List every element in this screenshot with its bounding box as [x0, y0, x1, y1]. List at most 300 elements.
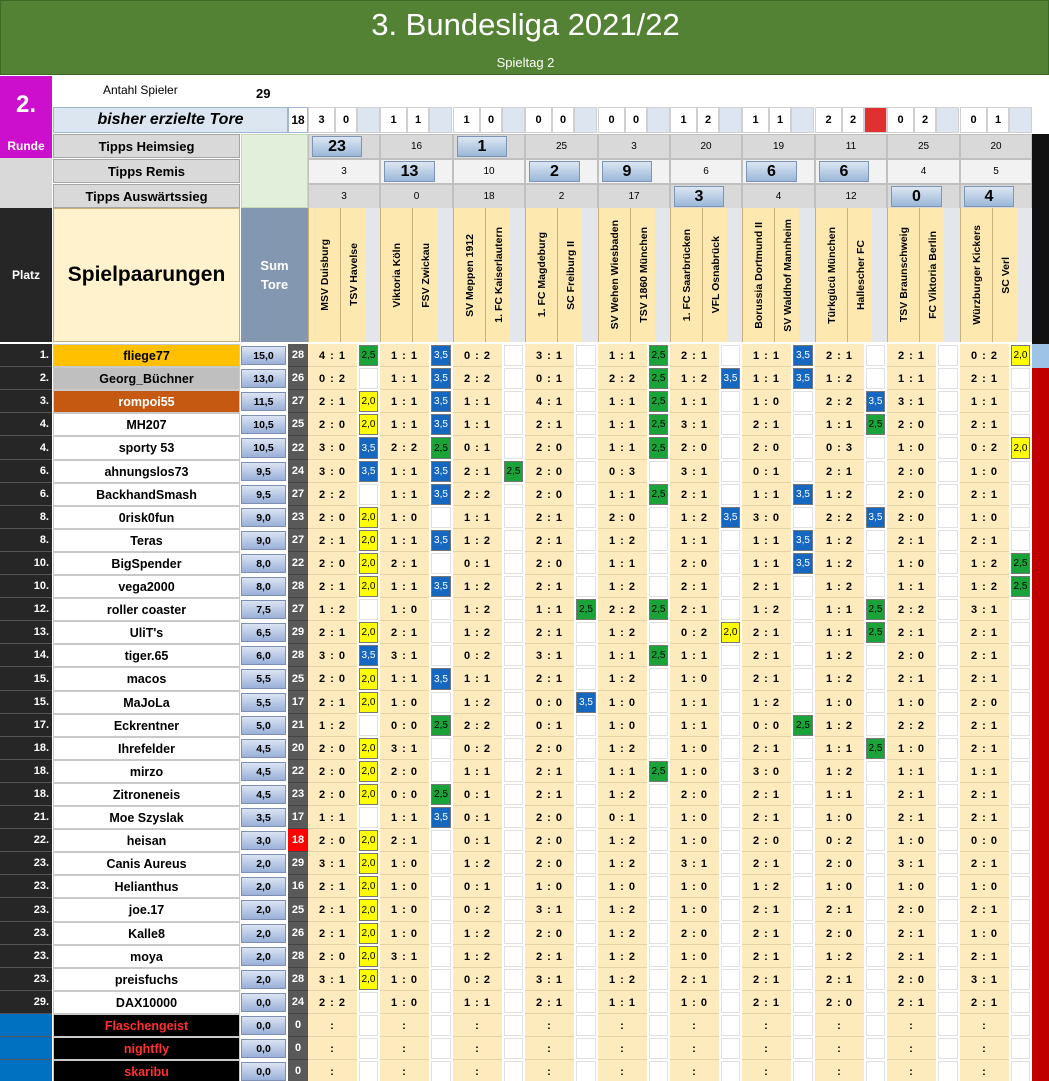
- tip-cell[interactable]: 3 : 1: [680, 418, 708, 431]
- tip-cell[interactable]: 1 : 0: [390, 973, 418, 986]
- tip-cell[interactable]: 0 : 0: [390, 719, 418, 732]
- player-name[interactable]: Georg_Büchner: [53, 367, 240, 390]
- tip-cell[interactable]: 1 : 1: [390, 673, 418, 685]
- tip-cell[interactable]: 2 : 1: [680, 488, 708, 501]
- tip-cell[interactable]: 2 : 1: [825, 973, 853, 986]
- tip-cell[interactable]: 2 : 1: [752, 996, 780, 1009]
- tip-cell[interactable]: 2 : 1: [535, 511, 563, 524]
- tip-cell[interactable]: 2 : 2: [897, 603, 925, 616]
- tip-cell[interactable]: 2 : 1: [318, 626, 346, 639]
- player-name[interactable]: UliT's: [53, 621, 240, 644]
- tip-cell[interactable]: 2 : 1: [752, 811, 780, 824]
- tip-cell[interactable]: 2 : 1: [897, 996, 925, 1009]
- tip-cell[interactable]: 1 : 2: [970, 580, 998, 593]
- tip-cell[interactable]: 2 : 0: [535, 442, 563, 454]
- tip-cell[interactable]: 2 : 1: [390, 626, 418, 639]
- player-name[interactable]: vega2000: [53, 575, 240, 598]
- tip-cell[interactable]: :: [909, 1019, 914, 1032]
- tip-cell[interactable]: 2 : 0: [608, 511, 636, 524]
- tip-cell[interactable]: 1 : 2: [608, 788, 636, 801]
- tip-cell[interactable]: 4 : 1: [535, 395, 563, 408]
- tip-cell[interactable]: 2 : 0: [752, 442, 780, 454]
- tip-cell[interactable]: 1 : 2: [680, 372, 708, 385]
- tip-cell[interactable]: 0 : 2: [825, 834, 853, 847]
- tip-cell[interactable]: 2 : 1: [752, 626, 780, 639]
- tip-cell[interactable]: 3 : 1: [318, 857, 346, 870]
- tip-cell[interactable]: 1 : 0: [897, 696, 925, 709]
- tip-cell[interactable]: 1 : 1: [535, 603, 563, 616]
- tip-cell[interactable]: 2 : 2: [463, 372, 491, 385]
- tip-cell[interactable]: 2 : 0: [825, 857, 853, 870]
- tip-cell[interactable]: 2 : 1: [970, 626, 998, 639]
- tip-cell[interactable]: :: [837, 1065, 842, 1078]
- tip-cell[interactable]: 2 : 1: [752, 742, 780, 755]
- tip-cell[interactable]: 1 : 1: [318, 811, 346, 824]
- tip-cell[interactable]: 2 : 1: [825, 904, 853, 916]
- tip-cell[interactable]: 1 : 1: [897, 372, 925, 385]
- tip-cell[interactable]: 3 : 1: [970, 603, 998, 616]
- tip-cell[interactable]: 1 : 1: [897, 765, 925, 778]
- tip-cell[interactable]: 0 : 1: [463, 834, 491, 847]
- tip-cell[interactable]: 1 : 1: [680, 395, 708, 408]
- tip-cell[interactable]: 2 : 1: [680, 349, 708, 362]
- tip-cell[interactable]: 1 : 2: [608, 973, 636, 986]
- tip-cell[interactable]: :: [982, 1042, 987, 1055]
- tip-cell[interactable]: 1 : 1: [680, 719, 708, 732]
- tip-cell[interactable]: 1 : 2: [608, 580, 636, 593]
- tip-cell[interactable]: 3 : 1: [680, 465, 708, 478]
- tip-cell[interactable]: 2 : 1: [318, 927, 346, 940]
- tip-cell[interactable]: 2 : 1: [535, 580, 563, 593]
- player-name[interactable]: MaJoLa: [53, 691, 240, 714]
- tip-cell[interactable]: 2 : 0: [535, 488, 563, 501]
- tip-cell[interactable]: 2 : 1: [897, 811, 925, 824]
- player-name[interactable]: joe.17: [53, 898, 240, 922]
- tip-cell[interactable]: 3 : 1: [535, 904, 563, 916]
- tip-cell[interactable]: 1 : 0: [897, 742, 925, 755]
- tip-cell[interactable]: 3 : 1: [390, 742, 418, 755]
- tip-cell[interactable]: 0 : 1: [463, 557, 491, 570]
- tip-cell[interactable]: 1 : 1: [463, 395, 491, 408]
- tip-cell[interactable]: 2 : 0: [535, 927, 563, 940]
- player-name[interactable]: Flaschengeist: [53, 1014, 240, 1037]
- player-name[interactable]: fliege77: [53, 344, 240, 367]
- tip-cell[interactable]: 1 : 1: [390, 349, 418, 362]
- tip-cell[interactable]: 0 : 2: [463, 349, 491, 362]
- tip-cell[interactable]: 1 : 0: [897, 557, 925, 570]
- tip-cell[interactable]: 1 : 2: [608, 927, 636, 940]
- tip-cell[interactable]: 2 : 0: [680, 788, 708, 801]
- tip-cell[interactable]: 2 : 1: [318, 580, 346, 593]
- tip-cell[interactable]: 2 : 1: [970, 996, 998, 1009]
- tip-cell[interactable]: 2 : 1: [970, 418, 998, 431]
- tip-cell[interactable]: 1 : 2: [825, 372, 853, 385]
- tip-cell[interactable]: 1 : 0: [825, 880, 853, 893]
- tip-cell[interactable]: 2 : 0: [318, 950, 346, 963]
- player-name[interactable]: Teras: [53, 529, 240, 552]
- player-name[interactable]: Eckrentner: [53, 714, 240, 737]
- tip-cell[interactable]: 2 : 0: [897, 973, 925, 986]
- tip-cell[interactable]: 0 : 3: [608, 465, 636, 478]
- tip-cell[interactable]: 2 : 2: [825, 511, 853, 524]
- tip-cell[interactable]: 1 : 2: [970, 557, 998, 570]
- tip-cell[interactable]: 1 : 2: [463, 603, 491, 616]
- tip-cell[interactable]: 1 : 1: [463, 765, 491, 778]
- tip-cell[interactable]: 3 : 0: [318, 442, 346, 454]
- tip-cell[interactable]: 0 : 0: [970, 834, 998, 847]
- tip-cell[interactable]: :: [982, 1019, 987, 1032]
- tip-cell[interactable]: 2 : 1: [825, 465, 853, 478]
- tip-cell[interactable]: 3 : 1: [897, 857, 925, 870]
- tip-cell[interactable]: 1 : 2: [608, 950, 636, 963]
- tip-cell[interactable]: 2 : 0: [318, 742, 346, 755]
- tip-cell[interactable]: 2 : 0: [680, 927, 708, 940]
- tip-cell[interactable]: :: [402, 1019, 407, 1032]
- tip-cell[interactable]: 2 : 0: [897, 904, 925, 916]
- tip-cell[interactable]: 2 : 1: [970, 488, 998, 501]
- player-name[interactable]: sporty 53: [53, 436, 240, 460]
- tip-cell[interactable]: 2 : 2: [608, 372, 636, 385]
- tip-cell[interactable]: :: [330, 1065, 335, 1078]
- tip-cell[interactable]: 2 : 1: [897, 788, 925, 801]
- tip-cell[interactable]: 2 : 2: [463, 719, 491, 732]
- tip-cell[interactable]: 3 : 0: [752, 765, 780, 778]
- tip-cell[interactable]: 1 : 2: [752, 603, 780, 616]
- tip-cell[interactable]: 1 : 2: [825, 719, 853, 732]
- tip-cell[interactable]: 2 : 0: [318, 418, 346, 431]
- tip-cell[interactable]: 2 : 1: [318, 880, 346, 893]
- tip-cell[interactable]: 2 : 0: [535, 834, 563, 847]
- tip-cell[interactable]: 2 : 1: [752, 673, 780, 685]
- player-name[interactable]: 0risk0fun: [53, 506, 240, 529]
- tip-cell[interactable]: 1 : 1: [463, 418, 491, 431]
- tip-cell[interactable]: 1 : 0: [535, 880, 563, 893]
- tip-cell[interactable]: 2 : 1: [535, 534, 563, 547]
- tip-cell[interactable]: 0 : 2: [970, 442, 998, 454]
- tip-cell[interactable]: 2 : 0: [825, 996, 853, 1009]
- tip-cell[interactable]: 2 : 1: [752, 857, 780, 870]
- tip-cell[interactable]: 0 : 2: [463, 973, 491, 986]
- tip-cell[interactable]: 0 : 2: [463, 649, 491, 662]
- tip-cell[interactable]: 0 : 1: [535, 719, 563, 732]
- tip-cell[interactable]: 2 : 1: [535, 673, 563, 685]
- tip-cell[interactable]: 1 : 1: [825, 418, 853, 431]
- tip-cell[interactable]: 1 : 1: [390, 395, 418, 408]
- tip-cell[interactable]: 2 : 1: [752, 418, 780, 431]
- tip-cell[interactable]: 2 : 1: [897, 534, 925, 547]
- tip-cell[interactable]: 2 : 1: [970, 950, 998, 963]
- tip-cell[interactable]: 2 : 2: [897, 719, 925, 732]
- tip-cell[interactable]: 1 : 2: [825, 950, 853, 963]
- tip-cell[interactable]: 2 : 1: [970, 372, 998, 385]
- tip-cell[interactable]: 1 : 2: [825, 534, 853, 547]
- tip-cell[interactable]: 2 : 0: [318, 834, 346, 847]
- tip-cell[interactable]: 1 : 1: [970, 395, 998, 408]
- tip-cell[interactable]: 3 : 1: [535, 649, 563, 662]
- tip-cell[interactable]: 1 : 2: [463, 580, 491, 593]
- tip-cell[interactable]: 2 : 2: [318, 488, 346, 501]
- tip-cell[interactable]: :: [982, 1065, 987, 1078]
- tip-cell[interactable]: 1 : 0: [970, 465, 998, 478]
- tip-cell[interactable]: 1 : 1: [390, 811, 418, 824]
- tip-cell[interactable]: 2 : 2: [825, 395, 853, 408]
- player-name[interactable]: nightfly: [53, 1037, 240, 1060]
- player-name[interactable]: MH207: [53, 413, 240, 436]
- tip-cell[interactable]: 1 : 2: [463, 857, 491, 870]
- tip-cell[interactable]: 2 : 2: [390, 442, 418, 454]
- tip-cell[interactable]: 1 : 0: [680, 742, 708, 755]
- tip-cell[interactable]: 1 : 1: [752, 488, 780, 501]
- tip-cell[interactable]: 2 : 2: [318, 996, 346, 1009]
- tip-cell[interactable]: 1 : 0: [680, 811, 708, 824]
- tip-cell[interactable]: 2 : 0: [897, 488, 925, 501]
- tip-cell[interactable]: 0 : 2: [970, 349, 998, 362]
- tip-cell[interactable]: 0 : 0: [535, 696, 563, 709]
- tip-cell[interactable]: 1 : 1: [608, 996, 636, 1009]
- player-name[interactable]: preisfuchs: [53, 968, 240, 991]
- tip-cell[interactable]: 1 : 1: [390, 372, 418, 385]
- tip-cell[interactable]: 1 : 0: [897, 880, 925, 893]
- tip-cell[interactable]: 1 : 2: [608, 904, 636, 916]
- player-name[interactable]: Canis Aureus: [53, 852, 240, 875]
- tip-cell[interactable]: 1 : 0: [680, 950, 708, 963]
- tip-cell[interactable]: 1 : 2: [608, 742, 636, 755]
- tip-cell[interactable]: 3 : 1: [897, 395, 925, 408]
- player-name[interactable]: Zitroneneis: [53, 783, 240, 806]
- tip-cell[interactable]: 3 : 1: [680, 857, 708, 870]
- tip-cell[interactable]: 3 : 1: [535, 349, 563, 362]
- tip-cell[interactable]: 1 : 1: [390, 534, 418, 547]
- tip-cell[interactable]: 1 : 2: [680, 511, 708, 524]
- tip-cell[interactable]: 2 : 1: [970, 811, 998, 824]
- tip-cell[interactable]: 2 : 1: [752, 973, 780, 986]
- tip-cell[interactable]: 2 : 1: [752, 649, 780, 662]
- tip-cell[interactable]: 2 : 1: [535, 996, 563, 1009]
- tip-cell[interactable]: 4 : 1: [318, 349, 346, 362]
- tip-cell[interactable]: 0 : 1: [535, 372, 563, 385]
- tip-cell[interactable]: 1 : 1: [608, 442, 636, 454]
- tip-cell[interactable]: 3 : 0: [318, 465, 346, 478]
- tip-cell[interactable]: 2 : 1: [318, 534, 346, 547]
- tip-cell[interactable]: 2 : 0: [897, 511, 925, 524]
- tip-cell[interactable]: 1 : 1: [463, 996, 491, 1009]
- tip-cell[interactable]: 1 : 2: [608, 857, 636, 870]
- tip-cell[interactable]: 2 : 1: [970, 904, 998, 916]
- tip-cell[interactable]: :: [692, 1042, 697, 1055]
- tip-cell[interactable]: 1 : 0: [752, 395, 780, 408]
- tip-cell[interactable]: 1 : 1: [825, 603, 853, 616]
- player-name[interactable]: heisan: [53, 829, 240, 852]
- tip-cell[interactable]: 1 : 1: [608, 488, 636, 501]
- tip-cell[interactable]: :: [547, 1065, 552, 1078]
- tip-cell[interactable]: 1 : 1: [390, 580, 418, 593]
- tip-cell[interactable]: 2 : 1: [897, 626, 925, 639]
- tip-cell[interactable]: 2 : 0: [752, 834, 780, 847]
- tip-cell[interactable]: 2 : 1: [897, 927, 925, 940]
- tip-cell[interactable]: 1 : 1: [825, 742, 853, 755]
- tip-cell[interactable]: 1 : 2: [318, 603, 346, 616]
- tip-cell[interactable]: 2 : 0: [970, 696, 998, 709]
- tip-cell[interactable]: 1 : 2: [825, 488, 853, 501]
- player-name[interactable]: ahnungslos73: [53, 460, 240, 483]
- tip-cell[interactable]: :: [402, 1065, 407, 1078]
- player-name[interactable]: DAX10000: [53, 991, 240, 1014]
- tip-cell[interactable]: 1 : 1: [390, 418, 418, 431]
- tip-cell[interactable]: 2 : 1: [680, 973, 708, 986]
- tip-cell[interactable]: 2 : 0: [535, 557, 563, 570]
- tip-cell[interactable]: 1 : 0: [897, 442, 925, 454]
- player-name[interactable]: macos: [53, 667, 240, 691]
- tip-cell[interactable]: 2 : 1: [463, 465, 491, 478]
- tip-cell[interactable]: 0 : 1: [463, 811, 491, 824]
- tip-cell[interactable]: 1 : 2: [463, 626, 491, 639]
- tip-cell[interactable]: 2 : 0: [535, 811, 563, 824]
- tip-cell[interactable]: 0 : 1: [752, 465, 780, 478]
- tip-cell[interactable]: 1 : 1: [463, 673, 491, 685]
- tip-cell[interactable]: 1 : 2: [825, 649, 853, 662]
- tip-cell[interactable]: 2 : 1: [680, 603, 708, 616]
- tip-cell[interactable]: 1 : 0: [825, 811, 853, 824]
- tip-cell[interactable]: 1 : 2: [752, 696, 780, 709]
- player-name[interactable]: Helianthus: [53, 875, 240, 898]
- tip-cell[interactable]: 1 : 1: [752, 557, 780, 570]
- tip-cell[interactable]: 1 : 0: [680, 673, 708, 685]
- tip-cell[interactable]: 0 : 1: [463, 442, 491, 454]
- tip-cell[interactable]: 1 : 1: [825, 788, 853, 801]
- tip-cell[interactable]: 1 : 0: [390, 904, 418, 916]
- tip-cell[interactable]: :: [909, 1065, 914, 1078]
- tip-cell[interactable]: 2 : 1: [535, 950, 563, 963]
- tip-cell[interactable]: :: [475, 1065, 480, 1078]
- tip-cell[interactable]: 2 : 1: [318, 395, 346, 408]
- tip-cell[interactable]: 1 : 2: [608, 534, 636, 547]
- tip-cell[interactable]: 2 : 1: [897, 673, 925, 685]
- tip-cell[interactable]: 2 : 1: [825, 349, 853, 362]
- tip-cell[interactable]: 1 : 1: [752, 349, 780, 362]
- tip-cell[interactable]: 1 : 1: [680, 534, 708, 547]
- tip-cell[interactable]: 1 : 2: [318, 719, 346, 732]
- tip-cell[interactable]: 1 : 1: [608, 557, 636, 570]
- tip-cell[interactable]: 1 : 0: [390, 696, 418, 709]
- tip-cell[interactable]: 2 : 1: [752, 904, 780, 916]
- tip-cell[interactable]: :: [330, 1019, 335, 1032]
- tip-cell[interactable]: 1 : 0: [390, 880, 418, 893]
- tip-cell[interactable]: 1 : 0: [680, 904, 708, 916]
- tip-cell[interactable]: 2 : 1: [970, 649, 998, 662]
- player-name[interactable]: roller coaster: [53, 598, 240, 621]
- tip-cell[interactable]: 2 : 0: [318, 673, 346, 685]
- tip-cell[interactable]: 1 : 0: [680, 880, 708, 893]
- tip-cell[interactable]: 2 : 1: [970, 719, 998, 732]
- tip-cell[interactable]: 2 : 0: [897, 649, 925, 662]
- tip-cell[interactable]: 1 : 0: [390, 511, 418, 524]
- tip-cell[interactable]: 2 : 0: [535, 465, 563, 478]
- tip-cell[interactable]: 2 : 1: [535, 765, 563, 778]
- tip-cell[interactable]: 0 : 1: [463, 788, 491, 801]
- tip-cell[interactable]: 1 : 2: [752, 880, 780, 893]
- tip-cell[interactable]: 2 : 1: [680, 580, 708, 593]
- tip-cell[interactable]: 2 : 0: [680, 442, 708, 454]
- tip-cell[interactable]: :: [764, 1019, 769, 1032]
- tip-cell[interactable]: 2 : 1: [752, 950, 780, 963]
- tip-cell[interactable]: 1 : 0: [970, 927, 998, 940]
- tip-cell[interactable]: 2 : 2: [608, 603, 636, 616]
- tip-cell[interactable]: 2 : 0: [897, 465, 925, 478]
- tip-cell[interactable]: 1 : 0: [608, 880, 636, 893]
- tip-cell[interactable]: :: [837, 1042, 842, 1055]
- tip-cell[interactable]: 3 : 1: [318, 973, 346, 986]
- tip-cell[interactable]: 1 : 2: [825, 557, 853, 570]
- tip-cell[interactable]: 1 : 0: [390, 857, 418, 870]
- tip-cell[interactable]: 3 : 0: [318, 649, 346, 662]
- tip-cell[interactable]: :: [620, 1019, 625, 1032]
- player-name[interactable]: moya: [53, 945, 240, 968]
- tip-cell[interactable]: 1 : 0: [970, 880, 998, 893]
- tip-cell[interactable]: 1 : 1: [608, 418, 636, 431]
- tip-cell[interactable]: 2 : 2: [463, 488, 491, 501]
- tip-cell[interactable]: 2 : 1: [752, 927, 780, 940]
- tip-cell[interactable]: 1 : 0: [390, 603, 418, 616]
- tip-cell[interactable]: 2 : 1: [318, 696, 346, 709]
- tip-cell[interactable]: 0 : 0: [752, 719, 780, 732]
- tip-cell[interactable]: 0 : 2: [318, 372, 346, 385]
- player-name[interactable]: rompoi55: [53, 390, 240, 413]
- tip-cell[interactable]: 0 : 2: [463, 742, 491, 755]
- tip-cell[interactable]: 2 : 1: [535, 626, 563, 639]
- tip-cell[interactable]: 1 : 1: [752, 372, 780, 385]
- tip-cell[interactable]: 1 : 2: [463, 950, 491, 963]
- tip-cell[interactable]: 1 : 2: [463, 696, 491, 709]
- tip-cell[interactable]: 3 : 1: [535, 973, 563, 986]
- tip-cell[interactable]: 1 : 2: [463, 534, 491, 547]
- tip-cell[interactable]: :: [620, 1065, 625, 1078]
- player-name[interactable]: Kalle8: [53, 922, 240, 945]
- tip-cell[interactable]: :: [547, 1019, 552, 1032]
- tip-cell[interactable]: :: [547, 1042, 552, 1055]
- tip-cell[interactable]: 1 : 0: [970, 511, 998, 524]
- tip-cell[interactable]: 1 : 2: [608, 626, 636, 639]
- tip-cell[interactable]: 1 : 1: [825, 626, 853, 639]
- tip-cell[interactable]: 2 : 0: [318, 557, 346, 570]
- tip-cell[interactable]: 2 : 1: [970, 742, 998, 755]
- tip-cell[interactable]: 1 : 1: [970, 765, 998, 778]
- tip-cell[interactable]: 1 : 1: [390, 488, 418, 501]
- tip-cell[interactable]: :: [909, 1042, 914, 1055]
- tip-cell[interactable]: 1 : 1: [463, 511, 491, 524]
- player-name[interactable]: mirzo: [53, 760, 240, 783]
- tip-cell[interactable]: 2 : 1: [535, 788, 563, 801]
- tip-cell[interactable]: 2 : 0: [825, 927, 853, 940]
- tip-cell[interactable]: 0 : 1: [463, 880, 491, 893]
- tip-cell[interactable]: 2 : 0: [897, 418, 925, 431]
- tip-cell[interactable]: 0 : 2: [463, 904, 491, 916]
- tip-cell[interactable]: 1 : 2: [608, 673, 636, 685]
- tip-cell[interactable]: 2 : 0: [535, 857, 563, 870]
- tip-cell[interactable]: 1 : 1: [752, 534, 780, 547]
- tip-cell[interactable]: 1 : 1: [680, 696, 708, 709]
- tip-cell[interactable]: 2 : 1: [390, 834, 418, 847]
- tip-cell[interactable]: 1 : 0: [390, 996, 418, 1009]
- tip-cell[interactable]: 2 : 1: [970, 534, 998, 547]
- tip-cell[interactable]: 2 : 0: [535, 742, 563, 755]
- tip-cell[interactable]: 1 : 1: [608, 649, 636, 662]
- tip-cell[interactable]: 2 : 1: [897, 349, 925, 362]
- tip-cell[interactable]: 1 : 0: [680, 765, 708, 778]
- tip-cell[interactable]: 2 : 0: [390, 765, 418, 778]
- tip-cell[interactable]: 1 : 2: [608, 834, 636, 847]
- tip-cell[interactable]: 1 : 2: [825, 580, 853, 593]
- tip-cell[interactable]: 1 : 2: [825, 765, 853, 778]
